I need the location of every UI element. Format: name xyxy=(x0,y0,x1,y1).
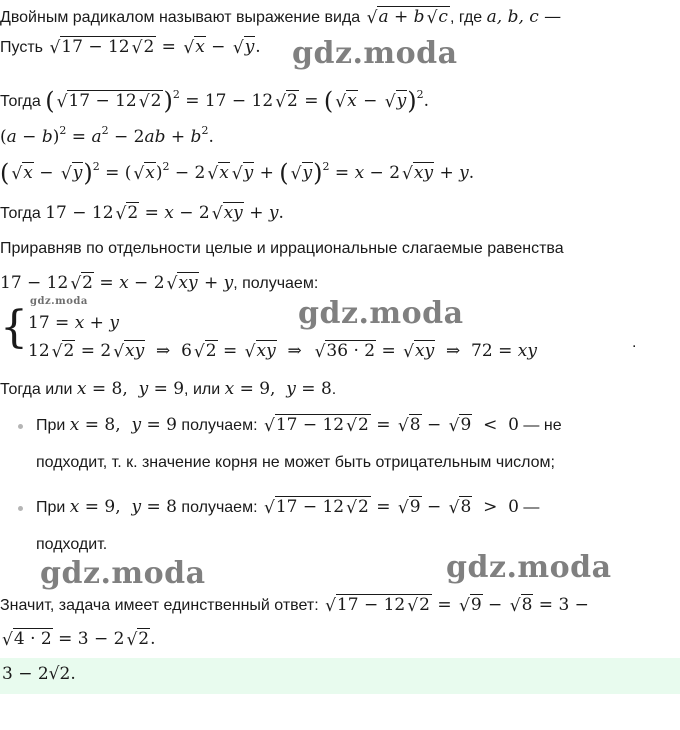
system-eq2: 12√ 2 = 2√ xy ⇒ 6√ 2 = √ xy ⇒ √ 36 · 2 = √ xy ⇒ 72 = xy xyxy=(28,340,537,363)
text: подходит. xyxy=(36,536,108,553)
bullet-icon xyxy=(18,506,23,511)
line-let: Пусть √ 17 − 12√ 2 = √ x − √ y. xyxy=(0,36,261,59)
text: — xyxy=(518,499,540,516)
line-conclusion-cont: √ 4 · 2 = 3 − 2√ 2. xyxy=(0,628,156,651)
text: получаем: xyxy=(176,499,262,516)
line-then-square: Тогда (√ 17 − 12√ 2)$^2$ = 17 − 12√ 2 = (√ x − √ y)$^2$. xyxy=(0,84,429,113)
text: Приравняв по отдельности целые и иррациональные слагаемые равенства xyxy=(0,240,564,257)
text: Тогда или xyxy=(0,381,77,398)
math-vars: a, b, c — xyxy=(486,7,562,27)
line-identity: $(a - b)^2 = a^2 - 2ab + b^2$. xyxy=(0,124,214,147)
system-eq1: 17 = x + y xyxy=(28,313,119,333)
text: , где xyxy=(449,9,487,26)
watermark: gdz.moda xyxy=(40,556,206,591)
text: Тогда xyxy=(0,205,46,222)
watermark: gdz.moda xyxy=(446,550,612,585)
line-conclusion: Значит, задача имеет единственный ответ: √ 17 − 12√ 2 = √ 9 − √ 8 = 3 − xyxy=(0,594,589,617)
text: подходит, т. к. значение корня не может быть отрицательным числом; xyxy=(36,454,555,471)
watermark: gdz.moda xyxy=(292,36,458,71)
bullet-case-2: При x = 9, y = 8 получаем: √ 17 − 12√ 2 = √ 9 − √ 8 > 0 — xyxy=(36,496,539,519)
line-equate xyxy=(0,238,564,260)
text: Значит, задача имеет единственный ответ: xyxy=(0,597,324,614)
line-then-equal: Тогда 17 − 12√ 2 = x − 2√ xy + y. xyxy=(0,202,284,225)
text: . xyxy=(331,381,337,398)
text: При xyxy=(36,417,70,434)
text: . xyxy=(632,334,637,351)
watermark-small: gdz.moda xyxy=(30,296,88,307)
text: Тогда xyxy=(0,93,46,110)
line-expand: (√ x − √ y)$^2$ = (√ x)$^2$ − 2√ x√ y + (√ y)$^2$ = x − 2√ xy + y. xyxy=(0,156,474,185)
answer-value: 3 − 2√2. xyxy=(2,664,76,684)
text: , получаем: xyxy=(233,275,319,292)
system-dot xyxy=(632,332,636,354)
text: При xyxy=(36,499,70,516)
line-equation-get: 17 − 12√ 2 = x − 2√ xy + y, получаем: xyxy=(0,272,318,295)
line-definition: Двойным радикалом называют выражение вида √ a + b√ c , где a, b, c — xyxy=(0,6,561,29)
text: , или xyxy=(184,381,225,398)
system-brace: { xyxy=(0,302,28,353)
text: получаем: xyxy=(176,417,262,434)
line-solutions: Тогда или x = 8, y = 9, или x = 9, y = 8. xyxy=(0,379,337,399)
bullet-case-2-cont xyxy=(36,534,107,556)
bullet-case-1: При x = 8, y = 9 получаем: √ 17 − 12√ 2 = √ 8 − √ 9 < 0 — не xyxy=(36,414,562,437)
answer-box xyxy=(0,658,680,694)
text: Пусть xyxy=(0,39,48,56)
watermark: gdz.moda xyxy=(298,296,464,331)
text: — не xyxy=(518,417,562,434)
bullet-icon xyxy=(18,424,23,429)
bullet-case-1-cont xyxy=(36,452,555,474)
text: Двойным радикалом называют выражение вида xyxy=(0,9,365,26)
